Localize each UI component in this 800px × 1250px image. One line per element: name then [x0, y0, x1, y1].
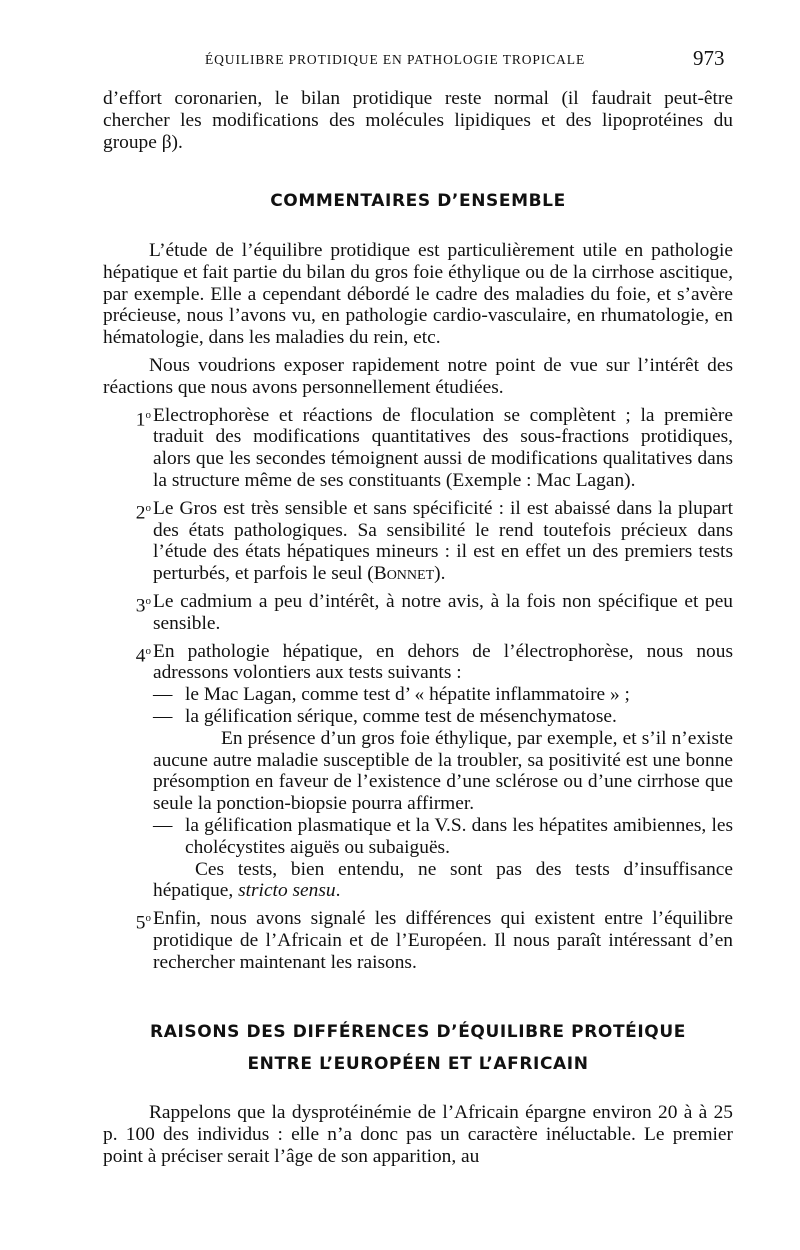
- item-4-closing: Ces tests, bien entendu, ne sont pas des tests d’insuffisance hépatique, stricto sensu.: [153, 858, 733, 902]
- dash-glyph: —: [153, 684, 173, 706]
- dash-item-mac-lagan: [103, 684, 733, 706]
- item-number: 1$^o$: [135, 408, 151, 431]
- numbered-item-5: [103, 908, 733, 973]
- latin-phrase: stricto sensu: [238, 880, 336, 902]
- section-heading-commentaires: COMMENTAIRES D’ENSEMBLE: [270, 191, 566, 211]
- dash-item-followup: En présence d’un gros foie éthylique, par exemple, et s’il n’existe aucune autre maladie susceptible de la troubler, sa positivité est une bonne présomption en faveur de l’existence d’une sclérose ou d’une cirrhose que seule la ponction-biopsie pourra affirmer.: [153, 727, 733, 815]
- item-number: 3$^o$: [135, 594, 151, 617]
- item-number: 5$^o$: [135, 912, 151, 934]
- dash-item-text: le Mac Lagan, comme test d’ « hépatite inflammatoire » ;: [185, 684, 630, 706]
- numbered-item-2: [103, 498, 733, 585]
- item-number: 2$^o$: [135, 501, 151, 524]
- author-citation: Bonnet: [373, 563, 435, 585]
- section-heading-line-1: RAISONS DES DIFFÉRENCES D’ÉQUILIBRE PROTÉIQUE: [150, 1022, 686, 1042]
- item-text: Le Gros est très sensible et sans spécificité : il est abaissé dans la plupart des états pathologiques. Sa sensibilité le rend toutefois précieux dans l’étude des états hépatiques mineurs : il est en effet un des premiers tests perturbés, et parfois le seul (Bonnet).: [153, 497, 733, 585]
- section2-body: [103, 1102, 733, 1167]
- section1-body: [103, 240, 733, 974]
- numbered-item-3: [103, 591, 733, 635]
- dash-item-gelification-serique: [103, 706, 733, 728]
- numbered-item-1: [103, 405, 733, 492]
- intro-paragraph-block: [103, 88, 733, 153]
- dash-item-text: la gélification sérique, comme test de mésenchymatose.: [185, 705, 617, 727]
- section2-paragraph-1: Rappelons que la dysprotéinémie de l’Africain épargne environ 20 à à 25 p. 100 des individus : elle n’a donc pas un caractère inéluctable. Le premier point à préciser serait l’âge de son apparition, au: [103, 1102, 733, 1167]
- running-title: ÉQUILIBRE PROTIDIQUE EN PATHOLOGIE TROPICALE: [205, 52, 586, 67]
- numbered-item-4: [103, 641, 733, 685]
- item-text: En pathologie hépatique, en dehors de l’électrophorèse, nous nous adressons volontiers aux tests suivants :: [153, 640, 733, 684]
- item-text: Electrophorèse et réactions de floculation se complètent ; la première traduit des modifications quantitatives des sous-fractions protidiques, alors que les secondes témoignent aussi de modifications qualitatives dans la structure même de ses constituants (Exemple : Mac Lagan).: [153, 404, 733, 491]
- dash-glyph: —: [153, 814, 173, 836]
- item-text: Enfin, nous avons signalé les différences qui existent entre l’équilibre protidique de l’Africain et de l’Européen. Il nous paraît intéressant d’en rechercher maintenant les raisons.: [153, 908, 733, 973]
- page-number: 973: [693, 46, 725, 70]
- running-head: [0, 46, 800, 74]
- section1-paragraph-1: L’étude de l’équilibre protidique est particulièrement utile en pathologie hépatique et fait partie du bilan du gros foie éthylique ou de la cirrhose ascitique, par exemple. Elle a cependant débordé le cadre des maladies du foie, et s’avère précieuse, nous l’avons vu, en pathologie cardio-vasculaire, en rhumatologie, en hématologie, dans les maladies du rein, etc.: [103, 240, 733, 349]
- section-heading-raisons: [103, 1020, 733, 1076]
- section1-paragraph-2: Nous voudrions exposer rapidement notre point de vue sur l’intérêt des réactions que nous avons personnellement étudiées.: [103, 354, 733, 398]
- dash-glyph: —: [153, 705, 173, 727]
- item-number: 4$^o$: [135, 644, 151, 667]
- item-text: Le cadmium a peu d’intérêt, à notre avis, à la fois non spécifique et peu sensible.: [153, 590, 733, 634]
- section-heading-line-2: ENTRE L’EUROPÉEN ET L’AFRICAIN: [247, 1054, 589, 1074]
- dash-item-text: la gélification plasmatique et la V.S. dans les hépatites amibiennes, les cholécystites aiguës ou subaiguës.: [185, 814, 733, 858]
- dash-item-gelification-plasmatique: [103, 815, 733, 859]
- intro-paragraph: d’effort coronarien, le bilan protidique reste normal (il faudrait peut-être chercher les modifications des molécules lipidiques et des lipoprotéines du groupe β).: [103, 88, 733, 153]
